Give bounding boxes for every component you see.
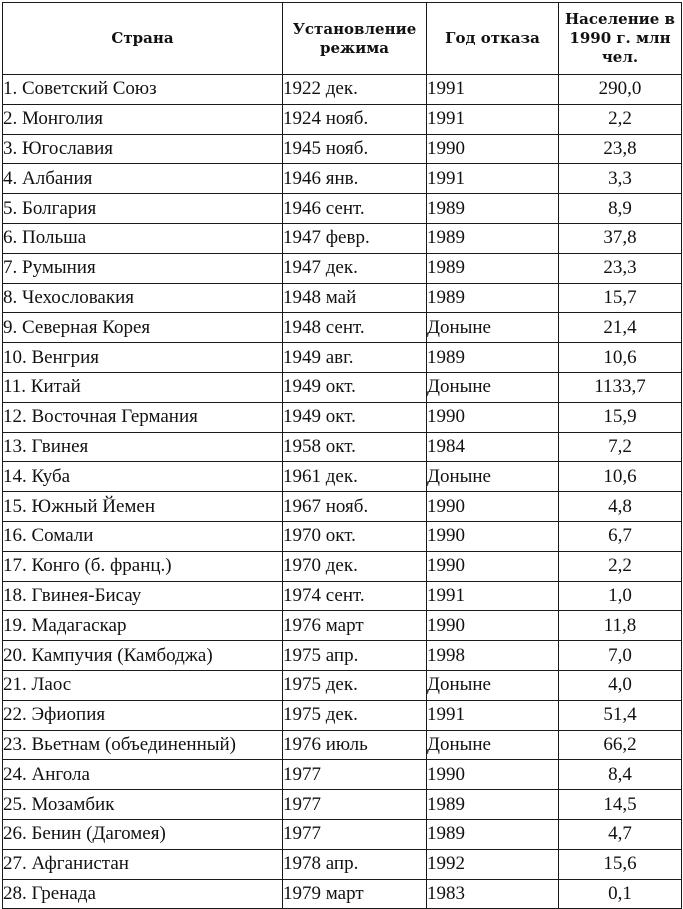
ended-cell: Доныне bbox=[427, 670, 559, 700]
table-body bbox=[3, 75, 682, 909]
established-cell: 1949 авг. bbox=[283, 343, 427, 373]
country-cell: 25. Мозамбик bbox=[3, 790, 283, 820]
ended-cell: 1990 bbox=[427, 760, 559, 790]
table-row bbox=[3, 223, 682, 253]
population-cell: 10,6 bbox=[559, 462, 682, 492]
established-cell: 1945 нояб. bbox=[283, 134, 427, 164]
established-cell: 1967 нояб. bbox=[283, 492, 427, 522]
population-cell: 4,7 bbox=[559, 819, 682, 849]
table-row bbox=[3, 730, 682, 760]
established-cell: 1975 дек. bbox=[283, 670, 427, 700]
established-cell: 1978 апр. bbox=[283, 849, 427, 879]
established-cell: 1946 сент. bbox=[283, 194, 427, 224]
country-cell: 7. Румыния bbox=[3, 253, 283, 283]
ended-cell: 1991 bbox=[427, 700, 559, 730]
population-cell: 15,9 bbox=[559, 402, 682, 432]
table-row bbox=[3, 700, 682, 730]
ended-cell: 1989 bbox=[427, 343, 559, 373]
ended-cell: Доныне bbox=[427, 462, 559, 492]
table-row bbox=[3, 253, 682, 283]
table-row bbox=[3, 819, 682, 849]
population-cell: 2,2 bbox=[559, 104, 682, 134]
table-row bbox=[3, 551, 682, 581]
ended-cell: 1990 bbox=[427, 492, 559, 522]
table-row bbox=[3, 104, 682, 134]
table-row bbox=[3, 283, 682, 313]
established-cell: 1974 сент. bbox=[283, 581, 427, 611]
table-row bbox=[3, 194, 682, 224]
table-row bbox=[3, 879, 682, 909]
population-cell: 2,2 bbox=[559, 551, 682, 581]
ended-cell: 1998 bbox=[427, 641, 559, 671]
ended-cell: Доныне bbox=[427, 372, 559, 402]
table-row bbox=[3, 581, 682, 611]
country-cell: 11. Китай bbox=[3, 372, 283, 402]
ended-cell: 1991 bbox=[427, 581, 559, 611]
established-cell: 1961 дек. bbox=[283, 462, 427, 492]
header-ended: Год отказа bbox=[427, 3, 559, 75]
ended-cell: 1990 bbox=[427, 551, 559, 581]
established-cell: 1976 июль bbox=[283, 730, 427, 760]
country-cell: 12. Восточная Германия bbox=[3, 402, 283, 432]
ended-cell: 1992 bbox=[427, 849, 559, 879]
established-cell: 1946 янв. bbox=[283, 164, 427, 194]
country-cell: 5. Болгария bbox=[3, 194, 283, 224]
header-row bbox=[3, 3, 682, 75]
header-country: Страна bbox=[3, 3, 283, 75]
country-cell: 27. Афганистан bbox=[3, 849, 283, 879]
ended-cell: 1990 bbox=[427, 402, 559, 432]
country-cell: 26. Бенин (Дагомея) bbox=[3, 819, 283, 849]
country-cell: 13. Гвинея bbox=[3, 432, 283, 462]
population-cell: 7,0 bbox=[559, 641, 682, 671]
established-cell: 1924 нояб. bbox=[283, 104, 427, 134]
table-row bbox=[3, 432, 682, 462]
table-row bbox=[3, 849, 682, 879]
population-cell: 8,4 bbox=[559, 760, 682, 790]
country-cell: 16. Сомали bbox=[3, 521, 283, 551]
ended-cell: 1991 bbox=[427, 164, 559, 194]
table-row bbox=[3, 790, 682, 820]
ended-cell: 1989 bbox=[427, 819, 559, 849]
country-cell: 1. Советский Союз bbox=[3, 75, 283, 105]
ended-cell: 1989 bbox=[427, 253, 559, 283]
established-cell: 1948 сент. bbox=[283, 313, 427, 343]
population-cell: 21,4 bbox=[559, 313, 682, 343]
country-cell: 9. Северная Корея bbox=[3, 313, 283, 343]
country-cell: 19. Мадагаскар bbox=[3, 611, 283, 641]
established-cell: 1975 апр. bbox=[283, 641, 427, 671]
population-cell: 6,7 bbox=[559, 521, 682, 551]
population-cell: 10,6 bbox=[559, 343, 682, 373]
population-cell: 3,3 bbox=[559, 164, 682, 194]
table-row bbox=[3, 402, 682, 432]
country-cell: 3. Югославия bbox=[3, 134, 283, 164]
population-cell: 8,9 bbox=[559, 194, 682, 224]
country-cell: 20. Кампучия (Камбоджа) bbox=[3, 641, 283, 671]
table-row bbox=[3, 670, 682, 700]
country-cell: 21. Лаос bbox=[3, 670, 283, 700]
population-cell: 23,8 bbox=[559, 134, 682, 164]
population-cell: 7,2 bbox=[559, 432, 682, 462]
population-cell: 66,2 bbox=[559, 730, 682, 760]
header-population: Население в 1990 г. млн чел. bbox=[559, 3, 682, 75]
country-cell: 8. Чехословакия bbox=[3, 283, 283, 313]
established-cell: 1948 май bbox=[283, 283, 427, 313]
country-cell: 4. Албания bbox=[3, 164, 283, 194]
country-cell: 28. Гренада bbox=[3, 879, 283, 909]
country-cell: 22. Эфиопия bbox=[3, 700, 283, 730]
population-cell: 1133,7 bbox=[559, 372, 682, 402]
population-cell: 0,1 bbox=[559, 879, 682, 909]
table-row bbox=[3, 462, 682, 492]
established-cell: 1979 март bbox=[283, 879, 427, 909]
country-cell: 2. Монголия bbox=[3, 104, 283, 134]
table-row bbox=[3, 372, 682, 402]
established-cell: 1949 окт. bbox=[283, 402, 427, 432]
country-cell: 24. Ангола bbox=[3, 760, 283, 790]
country-cell: 15. Южный Йемен bbox=[3, 492, 283, 522]
ended-cell: Доныне bbox=[427, 730, 559, 760]
table-row bbox=[3, 313, 682, 343]
table-row bbox=[3, 164, 682, 194]
ended-cell: 1989 bbox=[427, 790, 559, 820]
population-cell: 290,0 bbox=[559, 75, 682, 105]
established-cell: 1976 март bbox=[283, 611, 427, 641]
ended-cell: 1990 bbox=[427, 134, 559, 164]
table-row bbox=[3, 760, 682, 790]
ended-cell: 1991 bbox=[427, 75, 559, 105]
table-row bbox=[3, 611, 682, 641]
table-row bbox=[3, 75, 682, 105]
population-cell: 15,6 bbox=[559, 849, 682, 879]
population-cell: 37,8 bbox=[559, 223, 682, 253]
established-cell: 1970 дек. bbox=[283, 551, 427, 581]
established-cell: 1977 bbox=[283, 790, 427, 820]
established-cell: 1949 окт. bbox=[283, 372, 427, 402]
established-cell: 1977 bbox=[283, 760, 427, 790]
population-cell: 4,8 bbox=[559, 492, 682, 522]
population-cell: 1,0 bbox=[559, 581, 682, 611]
established-cell: 1922 дек. bbox=[283, 75, 427, 105]
population-cell: 15,7 bbox=[559, 283, 682, 313]
population-cell: 23,3 bbox=[559, 253, 682, 283]
country-cell: 23. Вьетнам (объединенный) bbox=[3, 730, 283, 760]
regimes-table bbox=[2, 2, 682, 909]
table-row bbox=[3, 492, 682, 522]
established-cell: 1977 bbox=[283, 819, 427, 849]
ended-cell: 1983 bbox=[427, 879, 559, 909]
country-cell: 6. Польша bbox=[3, 223, 283, 253]
ended-cell: 1990 bbox=[427, 611, 559, 641]
ended-cell: Доныне bbox=[427, 313, 559, 343]
ended-cell: 1989 bbox=[427, 223, 559, 253]
established-cell: 1947 февр. bbox=[283, 223, 427, 253]
country-cell: 14. Куба bbox=[3, 462, 283, 492]
ended-cell: 1990 bbox=[427, 521, 559, 551]
population-cell: 11,8 bbox=[559, 611, 682, 641]
ended-cell: 1989 bbox=[427, 194, 559, 224]
header-established: Установление режима bbox=[283, 3, 427, 75]
country-cell: 17. Конго (б. франц.) bbox=[3, 551, 283, 581]
established-cell: 1970 окт. bbox=[283, 521, 427, 551]
ended-cell: 1984 bbox=[427, 432, 559, 462]
population-cell: 14,5 bbox=[559, 790, 682, 820]
population-cell: 4,0 bbox=[559, 670, 682, 700]
ended-cell: 1991 bbox=[427, 104, 559, 134]
table-row bbox=[3, 343, 682, 373]
country-cell: 18. Гвинея-Бисау bbox=[3, 581, 283, 611]
table-row bbox=[3, 134, 682, 164]
established-cell: 1958 окт. bbox=[283, 432, 427, 462]
table-row bbox=[3, 521, 682, 551]
ended-cell: 1989 bbox=[427, 283, 559, 313]
established-cell: 1947 дек. bbox=[283, 253, 427, 283]
established-cell: 1975 дек. bbox=[283, 700, 427, 730]
country-cell: 10. Венгрия bbox=[3, 343, 283, 373]
table-row bbox=[3, 641, 682, 671]
population-cell: 51,4 bbox=[559, 700, 682, 730]
